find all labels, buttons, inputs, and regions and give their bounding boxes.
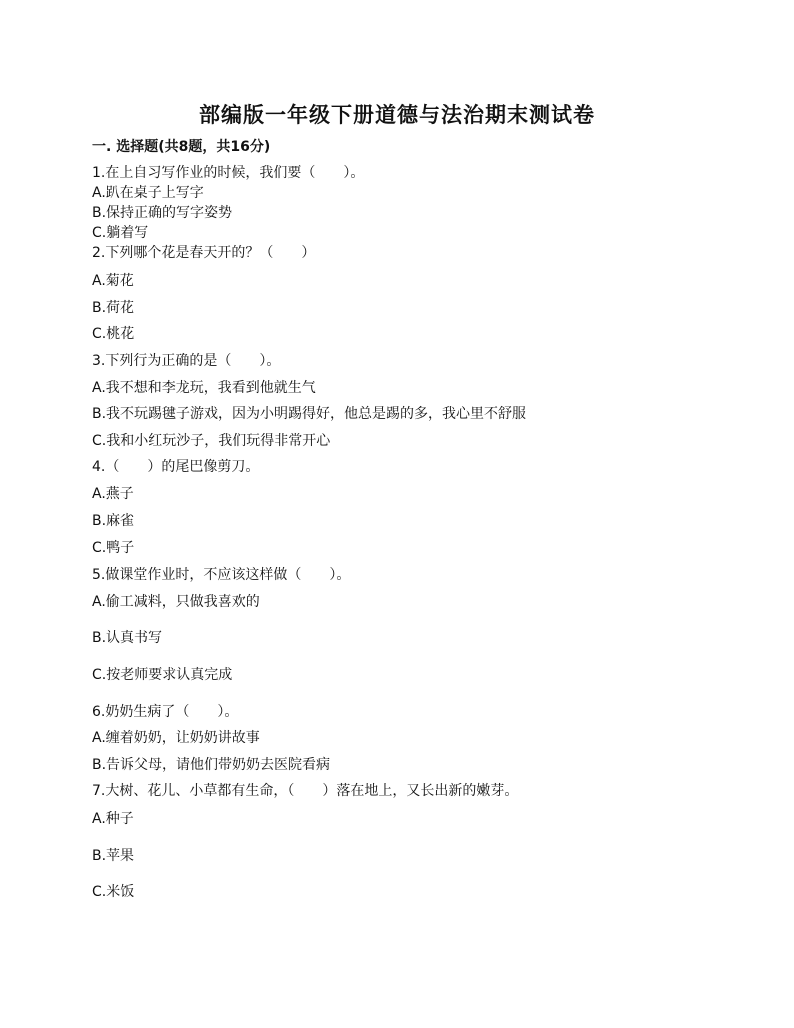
question-4-option-b: B.麻雀 (92, 513, 135, 529)
question-2-option-c: C.桃花 (92, 326, 135, 342)
question-4-stem: 4.（ ）的尾巴像剪刀。 (92, 459, 260, 475)
question-3-option-c: C.我和小红玩沙子，我们玩得非常开心 (92, 433, 331, 449)
question-5-option-b: B.认真书写 (92, 630, 163, 646)
question-5-option-a: A.偷工减料，只做我喜欢的 (92, 594, 260, 610)
question-7-option-a: A.种子 (92, 811, 134, 827)
question-1-option-c: C.躺着写 (92, 225, 149, 241)
question-7-option-c: C.米饭 (92, 884, 135, 900)
question-2-option-a: A.菊花 (92, 273, 134, 289)
question-4-option-a: A.燕子 (92, 486, 134, 502)
question-6-option-a: A.缠着奶奶，让奶奶讲故事 (92, 730, 260, 746)
question-2-stem: 2.下列哪个花是春天开的？（ ） (92, 245, 316, 261)
question-6-option-b: B.告诉父母，请他们带奶奶去医院看病 (92, 757, 331, 773)
question-4-option-c: C.鸭子 (92, 540, 135, 556)
question-3-option-b: B.我不玩踢毽子游戏，因为小明踢得好，他总是踢的多，我心里不舒服 (92, 406, 527, 422)
question-7-option-b: B.苹果 (92, 848, 135, 864)
section-heading: 一. 选择题(共8题，共16分) (92, 139, 271, 155)
question-5-stem: 5.做课堂作业时，不应该这样做（ ）。 (92, 567, 351, 583)
page-title: 部编版一年级下册道德与法治期末测试卷 (199, 102, 595, 127)
question-1-option-b: B.保持正确的写字姿势 (92, 205, 233, 221)
question-6-stem: 6.奶奶生病了（ ）。 (92, 704, 239, 720)
question-3-stem: 3.下列行为正确的是（ ）。 (92, 353, 281, 369)
question-1-stem: 1.在上自习写作业的时候，我们要（ ）。 (92, 165, 365, 181)
question-3-option-a: A.我不想和李龙玩，我看到他就生气 (92, 380, 316, 396)
question-1-option-a: A.趴在桌子上写字 (92, 185, 204, 201)
question-7-stem: 7.大树、花儿、小草都有生命，（ ）落在地上，又长出新的嫩芽。 (92, 783, 519, 799)
question-2-option-b: B.荷花 (92, 300, 135, 316)
question-5-option-c: C.按老师要求认真完成 (92, 667, 233, 683)
